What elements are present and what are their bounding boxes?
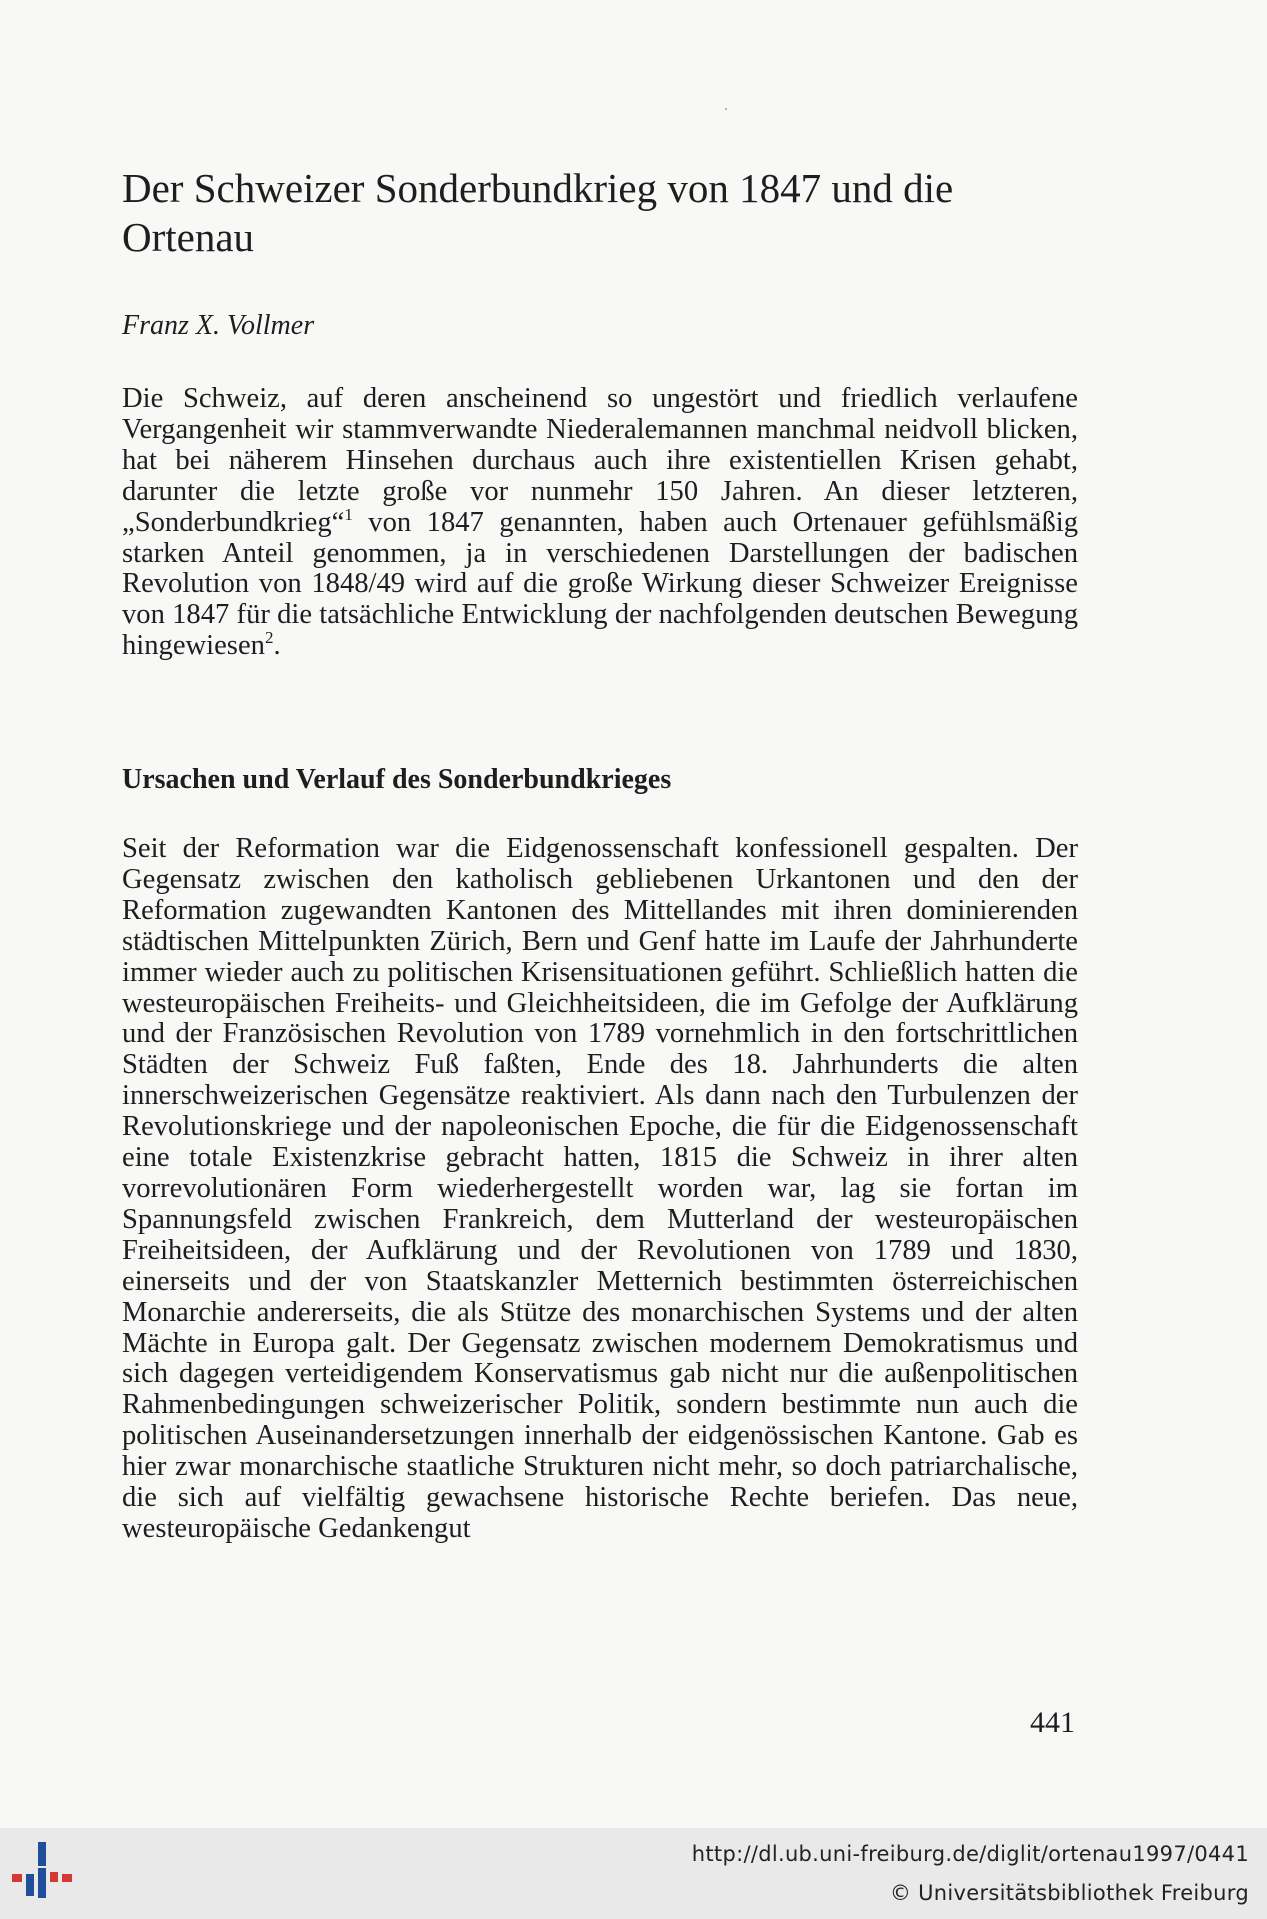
article-title: Der Schweizer Sonderbundkrieg von 1847 und die Ortenau [122, 165, 954, 260]
intro-paragraph [122, 384, 1078, 662]
viewer-footer [0, 1828, 1267, 1919]
page-number: 441 [1030, 1706, 1075, 1739]
intro-text-part2: von 1847 genannten, haben auch Ortenauer gefühlsmäßig starken Anteil genommen, ja in verschiedenen Darstellungen der badischen Revolution von 1848/49 wird auf die große Wirkung dieser Schweizer Ereignisse von 1847 für die tatsächliche Entwicklung der nachfolgenden deutschen Bewegung hingewiesen [122, 506, 1078, 662]
intro-text-part1: Die Schweiz, auf deren anscheinend so ungestört und friedlich verlaufene Vergangenheit wir stammverwandte Niederalemannen manchmal neidvoll blicken, hat bei näherem Hinsehen durchaus auch ihre existentiellen Krisen gehabt, darunter die letzte große vor nunmehr 150 Jahren. An dieser letzteren, „Sonderbundkrieg“ [122, 383, 1078, 538]
article-author: Franz X. Vollmer [122, 310, 315, 341]
copyright-notice: © Universitätsbibliothek Freiburg [889, 1881, 1249, 1905]
footnote-marker-1[interactable]: 1 [344, 504, 353, 524]
body-paragraph: Seit der Reformation war die Eidgenossenschaft konfessionell gespalten. Der Gegensatz zwischen den katholisch gebliebenen Urkantonen und den der Reformation zugewandten Kantonen des Mittellandes mit ihren dominierenden städtischen Mittelpunkten Zürich, Bern und Genf hatte im Laufe der Jahrhunderte immer wieder auch zu politischen Krisensituationen geführt. Schließlich hatten die westeuropäischen Freiheits- und Gleichheitsideen, die im Gefolge der Aufklärung und der Französischen Revolution von 1789 vornehmlich in den fortschrittlichen Städten der Schweiz Fuß faßten, Ende des 18. Jahrhunderts die alten innerschweizerischen Gegensätze reaktiviert. Als dann nach den Turbulenzen der Revolutionskriege und der napoleonischen Epoche, die für die Eidgenossenschaft eine totale Existenzkrise gebracht hatten, 1815 die Schweiz in ihrer alten vorrevolutionären Form wiederhergestellt worden war, lag sie fortan im Spannungsfeld zwischen Frankreich, dem Mutterland der westeuropäischen Freiheitsideen, der Aufklärung und der Revolutionen von 1789 und 1830, einerseits und der von Staatskanzler Metternich bestimmten österreichischen Monarchie andererseits, die als Stütze des monarchischen Systems und der alten Mächte in Europa galt. Der Gegensatz zwischen modernem Demokratismus und sich dagegen verteidigendem Konservatismus gab nicht nur die außenpolitischen Rahmenbedingungen schweizerischer Politik, sondern bestimmte nun auch die politischen Auseinandersetzungen innerhalb der eidgenössischen Kantone. Gab es hier zwar monarchische staatliche Strukturen nicht mehr, so doch patriarchalische, die sich auf vielfältig gewachsene historische Rechte beriefen. Das neue, westeuropäische Gedankengut [122, 833, 1078, 1544]
intro-text-part3: . [273, 630, 281, 662]
source-url-link[interactable]: http://dl.ub.uni-freiburg.de/diglit/ortenau1997/0441 [691, 1842, 1249, 1866]
scan-speck [725, 108, 727, 110]
footnote-marker-2[interactable]: 2 [264, 628, 274, 648]
ub-freiburg-logo-icon[interactable] [10, 1842, 80, 1912]
section-heading: Ursachen und Verlauf des Sonderbundkrieges [122, 764, 672, 795]
